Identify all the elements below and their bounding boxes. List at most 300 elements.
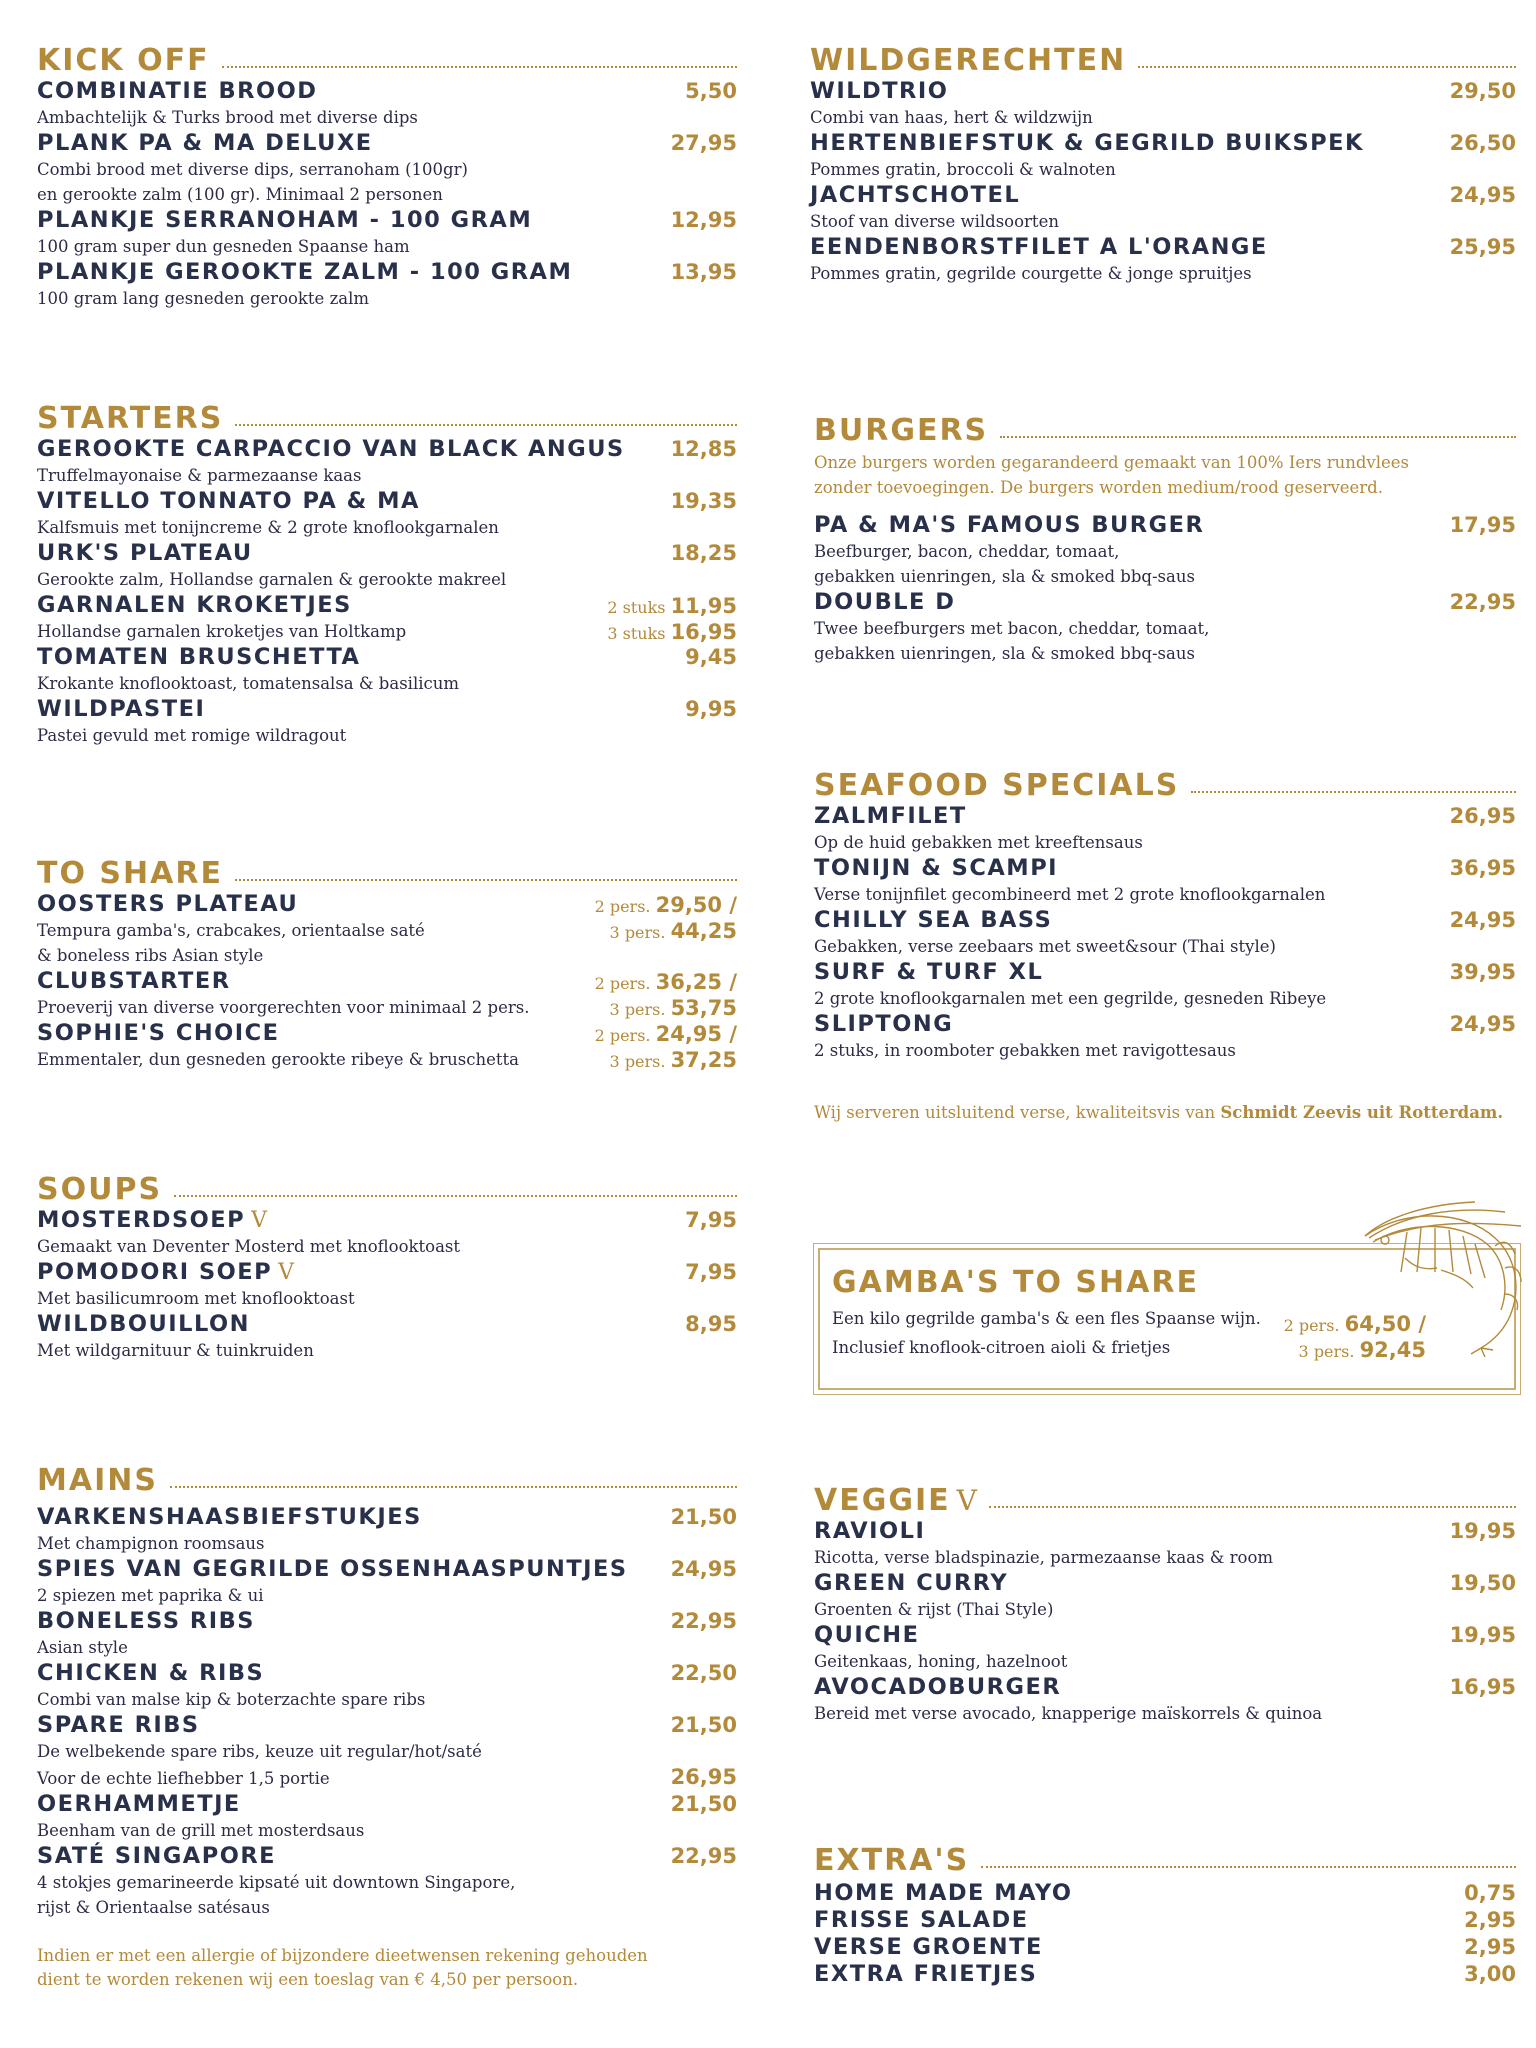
divider — [981, 1866, 1516, 1868]
section-header — [37, 38, 737, 78]
item-desc: Ricotta, verse bladspinazie, parmezaanse kaas & room — [814, 1548, 1274, 1567]
item-price: 36,95 — [1449, 856, 1516, 880]
item-desc: Gebakken, verse zeebaars met sweet&sour (Thai style) — [814, 937, 1276, 956]
item-name: TOMATEN BRUSCHETTA — [37, 644, 361, 670]
menu-item — [810, 234, 1516, 286]
item-price: 21,50 — [670, 1505, 737, 1529]
section-soups — [37, 1167, 737, 1363]
item-name: JACHTSCHOTEL — [810, 182, 1021, 208]
menu-item — [37, 1311, 737, 1363]
item-row — [814, 1961, 1516, 1988]
item-name: HERTENBIEFSTUK & GEGRILD BUIKSPEK — [810, 130, 1364, 156]
item-name-wrap — [814, 907, 1052, 934]
item-desc: 4 stokjes gemarineerde kipsaté uit downtown Singapore, — [37, 1873, 516, 1892]
item-name-wrap — [814, 1570, 1008, 1597]
price-label: 2 pers. — [594, 974, 656, 993]
item-name: PA & MA'S FAMOUS BURGER — [814, 512, 1205, 538]
item-price: 24,95 — [1449, 183, 1516, 207]
item-name-wrap — [37, 968, 231, 995]
item-name-wrap — [37, 644, 360, 671]
item-name-wrap — [814, 1622, 919, 1649]
item-desc: Pommes gratin, gegrilde courgette & jonge spruitjes — [810, 264, 1252, 283]
item-name-wrap — [810, 182, 1020, 209]
item-name-wrap — [37, 488, 420, 515]
item-desc: gebakken uienringen, sla & smoked bbq-saus — [814, 644, 1195, 663]
menu-item — [814, 1961, 1516, 1988]
price-label: 2 pers. — [594, 1026, 656, 1045]
item-desc: Emmentaler, dun gesneden gerookte ribeye & bruschetta — [37, 1050, 519, 1069]
item-desc: & boneless ribs Asian style — [37, 946, 264, 965]
item-desc: Kalfsmuis met tonijncreme & 2 grote knoflookgarnalen — [37, 518, 499, 537]
item-desc: Proeverij van diverse voorgerechten voor minimaal 2 pers. — [37, 998, 530, 1017]
item-desc: Tempura gamba's, crabcakes, orientaalse saté — [37, 921, 425, 940]
item-desc: Bereid met verse avocado, knapperige maïskorrels & quinoa — [814, 1704, 1323, 1723]
item-row — [814, 907, 1516, 934]
item-name: SOPHIE'S CHOICE — [37, 1020, 280, 1046]
section-header — [814, 763, 1516, 803]
item-desc: 2 grote knoflookgarnalen met een gegrilde, gesneden Ribeye — [814, 989, 1327, 1008]
item-name: URK'S PLATEAU — [37, 540, 253, 566]
price-value: 29,50 / — [655, 893, 737, 917]
item-row — [37, 1608, 737, 1635]
item-name: QUICHE — [814, 1622, 920, 1648]
menu-item — [37, 488, 737, 540]
item-row — [37, 1259, 737, 1286]
item-desc: 100 gram super dun gesneden Spaanse ham — [37, 237, 410, 256]
item-desc: Combi van haas, hert & wildzwijn — [810, 108, 1093, 127]
item-name-wrap — [814, 1934, 1043, 1961]
section-title: STARTERS — [37, 401, 224, 436]
item-price: 26,95 — [1449, 804, 1516, 828]
item-row — [814, 1518, 1516, 1545]
item-price: 0,75 — [1464, 1881, 1516, 1905]
item-row — [37, 1843, 737, 1870]
item-row — [814, 803, 1516, 830]
item-name-wrap — [37, 1660, 264, 1687]
item-name: ZALMFILET — [814, 803, 967, 829]
item-price: 3,00 — [1464, 1962, 1516, 1986]
item-price: 12,85 — [670, 437, 737, 461]
intro-line: zonder toevoegingen. De burgers worden medium/rood geserveerd. — [814, 478, 1383, 497]
section-title: WILDGERECHTEN — [810, 43, 1127, 78]
item-name-wrap — [37, 436, 625, 463]
item-row — [37, 540, 737, 567]
item-name: PLANK PA & MA DELUXE — [37, 130, 373, 156]
item-desc: 2 spiezen met paprika & ui — [37, 1586, 264, 1605]
price-value: 24,95 / — [655, 1022, 737, 1046]
menu-item — [814, 855, 1516, 907]
item-name-wrap — [37, 540, 253, 567]
item-price: 7,95 — [685, 1260, 737, 1284]
item-desc: rijst & Orientaalse satésaus — [37, 1898, 270, 1917]
section-header — [814, 408, 1516, 448]
item-name-wrap — [37, 1712, 200, 1739]
divider — [235, 879, 737, 881]
item-name: TONIJN & SCAMPI — [814, 855, 1059, 881]
seafood-note — [814, 1101, 1516, 1125]
price-value: 11,95 — [670, 594, 737, 618]
item-price: 24,95 — [670, 1557, 737, 1581]
item-price: 25,95 — [1449, 235, 1516, 259]
menu-list — [37, 78, 737, 311]
section-to-share — [37, 851, 737, 1072]
item-row — [814, 1622, 1516, 1649]
menu-item — [37, 1712, 737, 1791]
menu-item — [37, 696, 737, 748]
item-desc: Verse tonijnfilet gecombineerd met 2 grote knoflookgarnalen — [814, 885, 1326, 904]
item-desc: Pastei gevuld met romige wildragout — [37, 726, 347, 745]
item-price: 19,95 — [1449, 1519, 1516, 1543]
item-name: SATÉ SINGAPORE — [37, 1843, 277, 1869]
item-price: 24,95 — [1449, 908, 1516, 932]
item-desc: Beenham van de grill met mosterdsaus — [37, 1821, 365, 1840]
section-title: KICK OFF — [37, 43, 210, 78]
item-name-wrap — [37, 1608, 255, 1635]
item-desc: Krokante knoflooktoast, tomatensalsa & basilicum — [37, 674, 460, 693]
item-name-wrap — [37, 1020, 280, 1047]
price-label: 2 stuks — [607, 598, 671, 617]
desc-line: Inclusief knoflook-citroen aioli & frietjes — [832, 1338, 1171, 1357]
item-price: 12,95 — [670, 208, 737, 232]
item-name: OERHAMMETJE — [37, 1791, 241, 1817]
gamba-title: GAMBA'S TO SHARE — [832, 1265, 1199, 1300]
section-kick-off — [37, 38, 737, 311]
menu-item — [37, 1504, 737, 1556]
menu-item — [37, 259, 737, 311]
section-title: SEAFOOD SPECIALS — [814, 768, 1180, 803]
item-name: SLIPTONG — [814, 1011, 954, 1037]
item-row — [810, 182, 1516, 209]
veggie-leaf-icon: V — [251, 1208, 269, 1233]
item-row — [810, 78, 1516, 105]
item-name-wrap — [814, 1961, 1037, 1988]
price-label: 3 stuks — [607, 624, 671, 643]
item-desc: Combi brood met diverse dips, serranoham (100gr) — [37, 160, 468, 179]
menu-list — [810, 78, 1516, 286]
menu-item — [814, 1518, 1516, 1570]
section-wildgerechten — [810, 38, 1516, 286]
menu-item — [814, 1570, 1516, 1622]
menu-item — [814, 1934, 1516, 1961]
section-title: MAINS — [37, 1463, 158, 1498]
menu-item — [37, 592, 737, 644]
section-title: VEGGIE — [814, 1483, 951, 1518]
item-prices — [595, 970, 737, 1022]
item-name: EXTRA FRIETJES — [814, 1961, 1038, 1987]
item-name: AVOCADOBURGER — [814, 1674, 1062, 1700]
menu-list — [37, 1207, 737, 1363]
item-desc: Hollandse garnalen kroketjes van Holtkamp — [37, 622, 407, 641]
item-row — [814, 855, 1516, 882]
item-desc: Met wildgarnituur & tuinkruiden — [37, 1341, 314, 1360]
note-line: dient te worden rekenen wij een toeslag van € 4,50 per persoon. — [37, 1970, 579, 1989]
menu-item — [814, 589, 1516, 666]
item-name: CHILLY SEA BASS — [814, 907, 1053, 933]
menu-item — [37, 1660, 737, 1712]
price-label: 3 pers. — [609, 1052, 671, 1071]
intro-line: Onze burgers worden gegarandeerd gemaakt van 100% Iers rundvlees — [814, 453, 1410, 472]
item-name: EENDENBORSTFILET A L'ORANGE — [810, 234, 1268, 260]
item-desc: De welbekende spare ribs, keuze uit regular/hot/saté — [37, 1742, 482, 1761]
price-label: 3 pers. — [1298, 1342, 1360, 1361]
menu-item — [810, 78, 1516, 130]
price-line — [595, 919, 737, 945]
item-name-wrap — [814, 1907, 1029, 1934]
menu-item — [814, 1011, 1516, 1063]
item-name-wrap — [814, 1880, 1073, 1907]
item-name: DOUBLE D — [814, 589, 956, 615]
gamba-content — [832, 1266, 1261, 1362]
section-starters — [37, 396, 737, 748]
item-name: VARKENSHAASBIEFSTUKJES — [37, 1504, 422, 1530]
price-label: 2 pers. — [594, 897, 656, 916]
menu-item — [37, 540, 737, 592]
item-name: POMODORI SOEP — [37, 1259, 273, 1285]
price-label: 3 pers. — [609, 1000, 671, 1019]
item-name-wrap — [37, 207, 532, 234]
menu-item — [814, 1674, 1516, 1726]
item-row — [814, 1880, 1516, 1907]
section-title: TO SHARE — [37, 856, 223, 891]
divider — [235, 424, 737, 426]
veggie-leaf-icon: V — [956, 1484, 977, 1517]
item-row — [37, 207, 737, 234]
item-desc: Gemaakt van Deventer Mosterd met knoflooktoast — [37, 1237, 461, 1256]
gamba-desc — [832, 1304, 1261, 1362]
item-price: 8,95 — [685, 1312, 737, 1336]
note-text: Wij serveren uitsluitend verse, kwaliteitsvis van — [814, 1103, 1221, 1122]
menu-item — [37, 891, 737, 968]
item-desc: en gerookte zalm (100 gr). Minimaal 2 personen — [37, 185, 443, 204]
item-name-wrap — [814, 1674, 1061, 1701]
item-name: PLANKJE SERRANOHAM - 100 GRAM — [37, 207, 533, 233]
item-name-wrap — [810, 130, 1364, 157]
item-name-wrap — [37, 592, 352, 619]
menu-item — [37, 968, 737, 1020]
item-name-wrap — [37, 1504, 422, 1531]
item-price: 2,95 — [1464, 1908, 1516, 1932]
item-desc: Met basilicumroom met knoflooktoast — [37, 1289, 355, 1308]
item-price: 19,35 — [670, 489, 737, 513]
item-price: 18,25 — [670, 541, 737, 565]
item-desc: 2 stuks, in roomboter gebakken met ravigottesaus — [814, 1041, 1236, 1060]
item-price: 22,50 — [670, 1661, 737, 1685]
menu-list — [814, 803, 1516, 1063]
item-row — [814, 589, 1516, 616]
menu-item — [37, 1259, 737, 1311]
section-header — [37, 851, 737, 891]
item-name-wrap — [37, 1791, 241, 1818]
item-price: 21,50 — [670, 1792, 737, 1816]
price-line — [595, 996, 737, 1022]
menu-list — [37, 1504, 737, 1920]
veggie-leaf-icon: V — [278, 1260, 296, 1285]
price-value: 36,25 / — [655, 970, 737, 994]
price-value: 44,25 — [670, 919, 737, 943]
item-name-wrap — [814, 959, 1043, 986]
section-header — [37, 1458, 737, 1498]
item-desc: Groenten & rijst (Thai Style) — [814, 1600, 1054, 1619]
item-row — [814, 959, 1516, 986]
menu-item — [37, 1207, 737, 1259]
item-price: 26,50 — [1449, 131, 1516, 155]
item-name-wrap — [37, 78, 317, 105]
menu-list — [37, 436, 737, 748]
item-price: 22,95 — [670, 1609, 737, 1633]
item-row — [810, 234, 1516, 261]
item-row — [37, 696, 737, 723]
menu-item — [37, 1020, 737, 1072]
item-name-wrap — [814, 1518, 925, 1545]
item-name-wrap — [37, 259, 572, 286]
item-desc: Ambachtelijk & Turks brood met diverse dips — [37, 108, 418, 127]
item-price: 27,95 — [670, 131, 737, 155]
item-name-wrap — [37, 130, 373, 157]
item-price: 9,45 — [685, 645, 737, 669]
item-row — [37, 644, 737, 671]
section-header — [814, 1478, 1516, 1518]
section-mains — [37, 1458, 737, 1992]
item-name: WILDTRIO — [810, 78, 949, 104]
menu-item — [37, 1791, 737, 1843]
item-price: 2,95 — [1464, 1935, 1516, 1959]
menu-list — [814, 1880, 1516, 1988]
item-desc: Asian style — [37, 1638, 128, 1657]
item-desc: Combi van malse kip & boterzachte spare ribs — [37, 1690, 426, 1709]
menu-item — [814, 512, 1516, 589]
section-seafood — [814, 763, 1516, 1125]
item-name-wrap — [37, 1259, 296, 1286]
item-price: 22,95 — [1449, 590, 1516, 614]
item-name: OOSTERS PLATEAU — [37, 891, 299, 917]
item-desc: Voor de echte liefhebber 1,5 portie — [37, 1769, 330, 1788]
section-header — [810, 38, 1516, 78]
item-row — [814, 1011, 1516, 1038]
menu-list — [37, 891, 737, 1072]
menu-item — [814, 959, 1516, 1011]
menu-item — [814, 1880, 1516, 1907]
menu-list — [814, 1518, 1516, 1726]
item-desc: Geitenkaas, honing, hazelnoot — [814, 1652, 1068, 1671]
menu-item — [37, 1556, 737, 1608]
item-name: CHICKEN & RIBS — [37, 1660, 265, 1686]
price-line — [595, 970, 737, 996]
item-price: 39,95 — [1449, 960, 1516, 984]
item-name: MOSTERDSOEP — [37, 1207, 246, 1233]
item-row — [37, 1207, 737, 1234]
burgers-intro — [814, 450, 1516, 500]
item-price: 9,95 — [685, 697, 737, 721]
item-row — [37, 1660, 737, 1687]
divider — [1000, 436, 1516, 438]
item-price: 21,50 — [670, 1713, 737, 1737]
menu-item — [37, 78, 737, 130]
item-name: CLUBSTARTER — [37, 968, 231, 994]
price-line — [607, 620, 737, 646]
section-header — [814, 1838, 1516, 1878]
item-row — [814, 1907, 1516, 1934]
section-veggie — [814, 1478, 1516, 1726]
note-line: Indien er met een allergie of bijzondere dieetwensen rekening gehouden — [37, 1946, 648, 1965]
item-name-wrap — [37, 1207, 269, 1234]
menu-item — [37, 1843, 737, 1920]
divider — [174, 1195, 737, 1197]
item-row — [37, 1712, 737, 1739]
price-line — [595, 1022, 737, 1048]
divider — [989, 1506, 1516, 1508]
item-row — [814, 512, 1516, 539]
item-name-wrap — [37, 696, 205, 723]
item-name-wrap — [37, 1311, 250, 1338]
section-title: BURGERS — [814, 413, 989, 448]
section-header — [37, 1167, 737, 1207]
menu-item — [37, 1608, 737, 1660]
item-row — [37, 259, 737, 286]
price-value: 53,75 — [670, 996, 737, 1020]
item-prices — [595, 1022, 737, 1074]
item-row — [810, 130, 1516, 157]
item-price: 29,50 — [1449, 79, 1516, 103]
item-name: GEROOKTE CARPACCIO VAN BLACK ANGUS — [37, 436, 625, 462]
item-desc: Gerookte zalm, Hollandse garnalen & gerookte makreel — [37, 570, 507, 589]
divider — [170, 1486, 737, 1488]
item-price: 5,50 — [685, 79, 737, 103]
price-line — [595, 1048, 737, 1074]
item-name: GARNALEN KROKETJES — [37, 592, 352, 618]
item-price: 19,50 — [1449, 1571, 1516, 1595]
item-name: PLANKJE GEROOKTE ZALM - 100 GRAM — [37, 259, 573, 285]
desc-line: Een kilo gegrilde gamba's & een fles Spaanse wijn. — [832, 1309, 1261, 1328]
item-name-wrap — [37, 1843, 276, 1870]
menu-item — [814, 1622, 1516, 1674]
item-row — [37, 1311, 737, 1338]
price-line — [607, 594, 737, 620]
item-price: 19,95 — [1449, 1623, 1516, 1647]
item-desc: Truffelmayonaise & parmezaanse kaas — [37, 466, 362, 485]
item-name: VERSE GROENTE — [814, 1934, 1043, 1960]
price-value: 64,50 / — [1344, 1312, 1426, 1336]
item-row — [814, 1570, 1516, 1597]
item-price-alt: 26,95 — [670, 1765, 737, 1789]
item-row — [814, 1674, 1516, 1701]
item-row — [37, 436, 737, 463]
note-supplier: Schmidt Zeevis uit Rotterdam. — [1220, 1103, 1504, 1122]
item-name-wrap — [814, 803, 967, 830]
item-name: SPARE RIBS — [37, 1712, 200, 1738]
item-desc: Op de huid gebakken met kreeftensaus — [814, 833, 1143, 852]
item-prices — [595, 893, 737, 945]
section-title: EXTRA'S — [814, 1843, 970, 1878]
item-name-wrap — [814, 589, 955, 616]
item-row — [37, 130, 737, 157]
desc-row — [37, 1764, 737, 1791]
item-name: RAVIOLI — [814, 1518, 926, 1544]
allergy-note — [37, 1944, 737, 1992]
item-desc: Pommes gratin, broccoli & walnoten — [810, 160, 1116, 179]
item-row — [814, 1934, 1516, 1961]
menu-item — [810, 182, 1516, 234]
item-desc: Twee beefburgers met bacon, cheddar, tomaat, — [814, 619, 1210, 638]
item-name-wrap — [814, 855, 1058, 882]
item-desc: Beefburger, bacon, cheddar, tomaat, — [814, 542, 1120, 561]
price-line — [595, 893, 737, 919]
section-extras — [814, 1838, 1516, 1988]
item-price: 22,95 — [670, 1844, 737, 1868]
item-desc: 100 gram lang gesneden gerookte zalm — [37, 289, 370, 308]
menu-item — [814, 1907, 1516, 1934]
item-name: COMBINATIE BROOD — [37, 78, 318, 104]
item-name-wrap — [810, 234, 1268, 261]
